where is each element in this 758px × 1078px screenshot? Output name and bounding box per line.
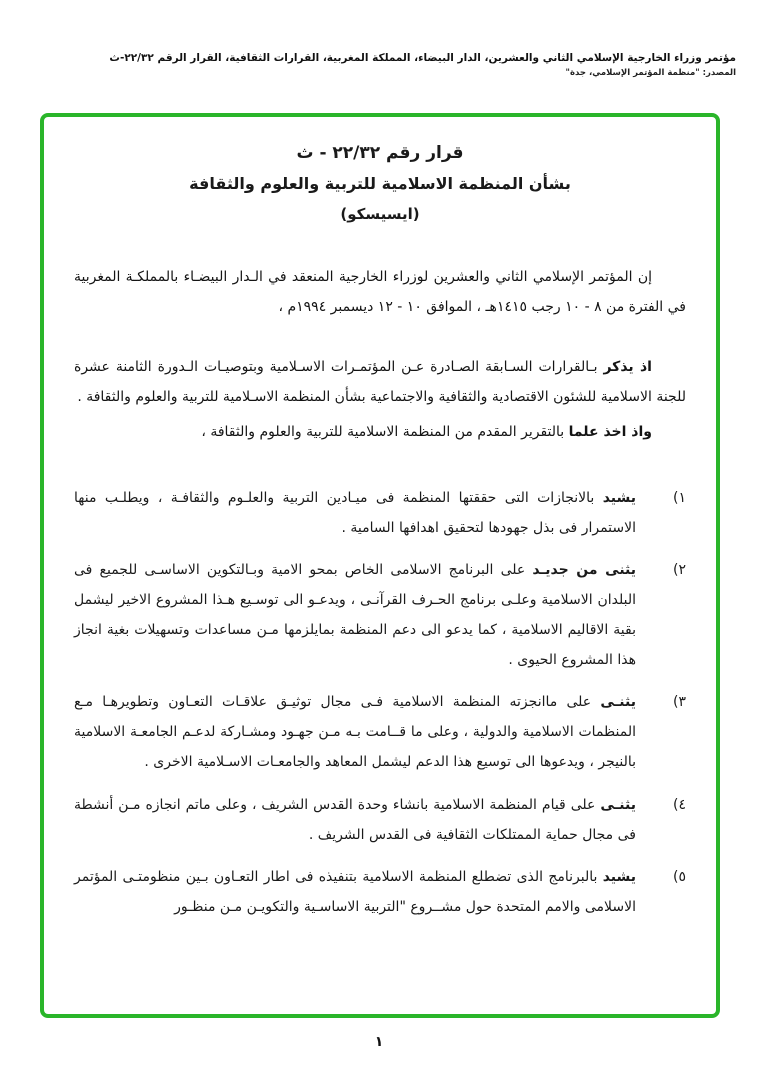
resolution-items <box>74 483 686 922</box>
item-number: ٥) <box>673 868 686 885</box>
item-text <box>74 790 636 850</box>
list-item <box>74 483 686 543</box>
resolution-number-title: قرار رقم ٢٢/٣٢ - ث <box>296 143 464 163</box>
item-body: بالانجازات التى حققتها المنظمة فى ميـادين التربية والعلـوم والثقافـة ، ويطلـب منها الاستمرار فى بذل جهودها لتحقيق اهدافها السامية . <box>74 489 636 536</box>
recall-paragraph <box>74 352 686 412</box>
header-source: المصدر: "منظمة المؤتمر الإسلامي، جدة" <box>565 67 736 78</box>
resolution-frame <box>40 113 720 1018</box>
item-lead: يشيد <box>602 489 636 506</box>
item-body: على قيام المنظمة الاسلامية بانشاء وحدة القدس الشريف ، وعلى ماتم انجازه مـن أنشطة فى مجال حماية الممتلكات الثقافية فى القدس الشريف . <box>74 796 636 843</box>
item-body: على ماانجزته المنظمة الاسلامية فـى مجال توثيـق علاقـات التعـاون وتطويرهـا مـع المنظمات الاسلامية والدولية ، وعلى ما قــامت بـه مـن جهـود ومشـاركة لدعـم الجامعـة الاسلامية بالنيجر ، ويدعوها الى توسيع هذا الدعم ليشمل المعاهد والجامعـات الاسـلامية الاخرى . <box>74 694 636 771</box>
document-header <box>30 50 736 80</box>
noting-paragraph <box>74 417 686 447</box>
item-number: ٢) <box>673 561 686 578</box>
item-lead: يثنـى <box>600 694 636 711</box>
list-item <box>74 687 686 777</box>
resolution-subject-title: بشأن المنظمة الاسلامية للتربية والعلوم والثقافة <box>189 174 571 194</box>
item-lead: يثنى من جديـد <box>532 561 637 578</box>
item-number: ١) <box>673 489 686 506</box>
recall-lead: اذ يذكر <box>603 359 652 376</box>
list-item <box>74 862 686 922</box>
item-body: بالبرنامج الذى تضطلع المنظمة الاسلامية بتنفيذه فى اطار التعـاون بـين منظومتـى المؤتمر الاسلامى والامم المتحدة حول مشــروع "التربية الاساسـية والتكويـن مـن منظـور <box>74 868 636 915</box>
item-text <box>74 862 636 922</box>
item-number: ٤) <box>673 796 686 813</box>
header-citation: مؤتمر وزراء الخارجية الإسلامي الثاني والعشرين، الدار البيضاء، المملكة المغربية، القرارات الثقافية، القرار الرقم ٢٢/٣٢-ث <box>109 52 736 64</box>
title-block <box>74 137 686 228</box>
item-lead: يثنـى <box>600 796 636 813</box>
item-text <box>74 555 636 675</box>
page-number: ١ <box>374 1034 384 1050</box>
item-text <box>74 483 636 543</box>
list-item <box>74 555 686 675</box>
item-body: على البرنامج الاسلامى الخاص بمحو الامية وبـالتكوين الاساسـى للجميع فى البلدان الاسلامية وعلـى برنامج الحـرف القرآنـى ، ويدعـو الى توسـيع هـذا المشروع الاخير ليشمل بقية الاقاليم الاسلامية ، كما يدعو الى دعم المنظمة بمايلزمها مـن مساعدات وتسهيلات بغية انجاز هذا المشروع الحيوى . <box>74 561 636 669</box>
noting-text: بالتقرير المقدم من المنظمة الاسلامية للتربية والعلوم والثقافة ، <box>201 423 565 440</box>
noting-lead: واذ اخذ علما <box>568 423 652 440</box>
item-lead: يشيد <box>602 868 636 885</box>
item-text <box>74 687 636 777</box>
recall-text: بـالقرارات السـابقة الصـادرة عـن المؤتمـرات الاسـلامية وبتوصيـات الـدورة الثامنة عشرة للجنة الاسلامية للشئون الاقتصادية والثقافية والاجتماعية بشأن المنظمة الاسـلامية للتربية والعلوم والثقافة . <box>74 359 686 406</box>
item-number: ٣) <box>673 694 686 711</box>
organization-acronym: (ايسيسكو) <box>340 204 420 223</box>
intro-paragraph: إن المؤتمر الإسلامي الثاني والعشرين لوزراء الخارجية المنعقد في الـدار البيضـاء بالمملكـة المغربية في الفترة من ٨ - ١٠ رجب ١٤١٥هـ ، الموافق ١٠ - ١٢ ديسمبر ١٩٩٤م ، <box>74 269 686 316</box>
list-item <box>74 790 686 850</box>
